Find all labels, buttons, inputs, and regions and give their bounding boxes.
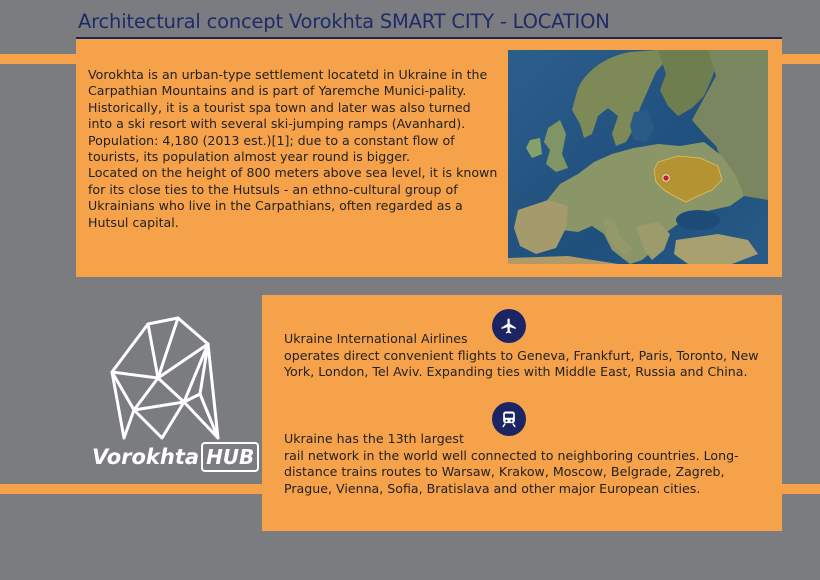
rail-description: rail network in the world well connected to neighboring countries. Long-distance trains routes to Warsaw, Krakow, Moscow, Belgrade, Zagreb, Prague, Vienna, Sofia, Bratislava and other major European cities. xyxy=(284,447,739,496)
rail-heading: Ukraine has the 13th largest xyxy=(284,431,464,446)
airline-heading: Ukraine International Airlines xyxy=(284,331,468,346)
logo-word: Vorokhta xyxy=(92,445,200,469)
airline-info xyxy=(284,331,774,381)
decorative-band xyxy=(782,54,820,64)
intro-paragraph: Located on the height of 800 meters above sea level, it is known for its close ties to the Hutsuls - an ethno-cultural group of Ukrainians who live in the Carpathians, often regarded as a Hutsul capital. xyxy=(88,165,498,230)
europe-map-graphic xyxy=(508,50,768,264)
decorative-band xyxy=(782,484,820,494)
decorative-band xyxy=(0,54,76,64)
logo-wordmark xyxy=(92,440,259,474)
intro-paragraph: Vorokhta is an urban-type settlement locatetd in Ukraine in the Carpathian Mountains and is part of Yaremche Munici-pality. xyxy=(88,67,488,99)
intro-paragraph: Historically, it is a tourist spa town and later was also turned into a ski resort with several ski-jumping ramps (Avanhard). xyxy=(88,99,471,132)
intro-paragraph: Population: 4,180 (2013 est.)[1]; due to a constant flow of tourists, its population almost year round is bigger. xyxy=(88,132,455,165)
logo-hub-badge: HUB xyxy=(201,442,259,472)
rail-info xyxy=(284,431,774,497)
europe-map xyxy=(508,50,768,264)
decorative-band xyxy=(0,484,262,494)
page-title: Architectural concept Vorokhta SMART CITY - LOCATION xyxy=(78,10,610,33)
intro-text xyxy=(88,67,498,231)
airline-description: operates direct convenient flights to Geneva, Frankfurt, Paris, Toronto, New York, London, Tel Aviv. Expanding ties with Middle East, Russia and China. xyxy=(284,347,759,380)
